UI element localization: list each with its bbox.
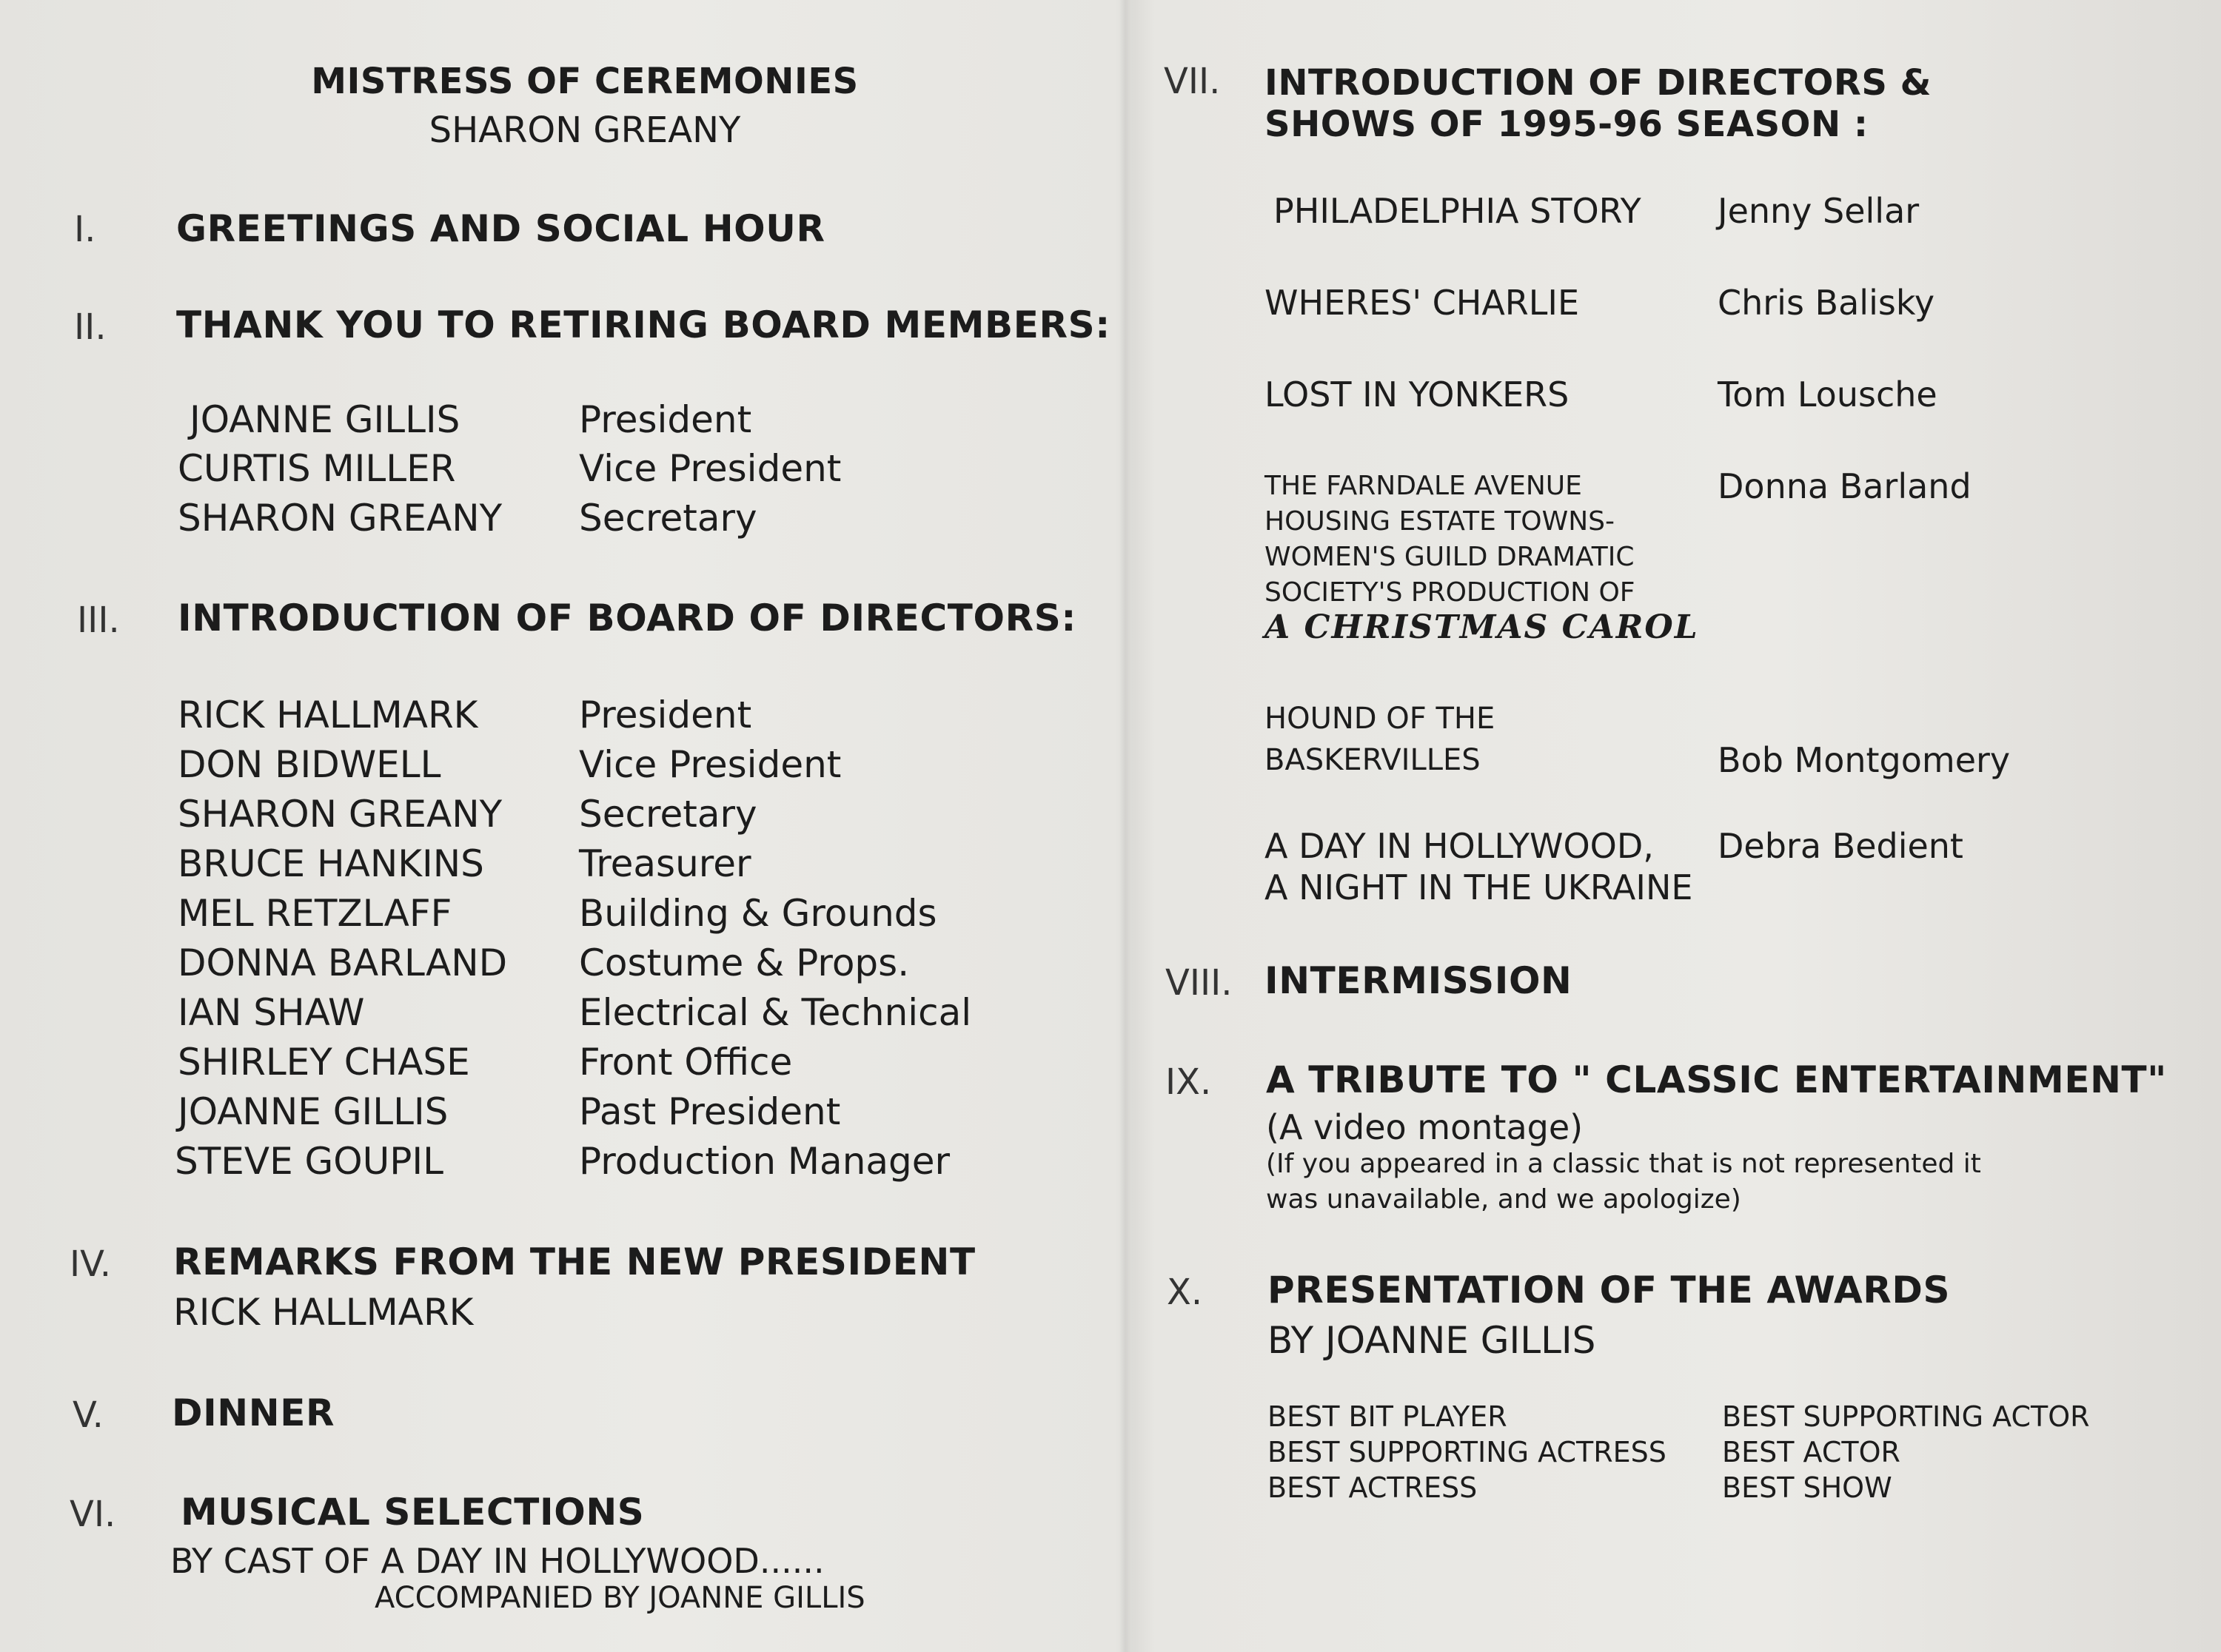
section-subtext: BY CAST OF A DAY IN HOLLYWOOD...... — [170, 1541, 825, 1581]
director-role: Past President — [579, 1090, 841, 1133]
director-name: MEL RETZLAFF — [178, 892, 452, 935]
section-note: was unavailable, and we apologize) — [1266, 1184, 1741, 1215]
section-subtext: BY JOANNE GILLIS — [1267, 1319, 1596, 1362]
section-heading: MUSICAL SELECTIONS — [181, 1491, 645, 1534]
show-director: Donna Barland — [1718, 466, 1972, 506]
section-heading: DINNER — [172, 1391, 335, 1434]
show-title: WHERES' CHARLIE — [1264, 283, 1580, 323]
show-director: Debra Bedient — [1718, 826, 1963, 866]
show-title: LOST IN YONKERS — [1264, 375, 1570, 414]
show-title: WOMEN'S GUILD DRAMATIC — [1264, 542, 1635, 572]
director-role: Costume & Props. — [579, 941, 910, 984]
director-name: DONNA BARLAND — [178, 941, 508, 984]
member-role: Secretary — [579, 497, 757, 540]
section-heading: INTRODUCTION OF BOARD OF DIRECTORS: — [178, 597, 1076, 639]
section-numeral: VII. — [1164, 61, 1221, 102]
director-name: BRUCE HANKINS — [178, 842, 484, 885]
section-heading: A TRIBUTE TO " CLASSIC ENTERTAINMENT" — [1266, 1058, 2167, 1101]
mc-title: MISTRESS OF CEREMONIES — [311, 61, 859, 102]
section-heading: SHOWS OF 1995-96 SEASON : — [1264, 104, 1869, 145]
member-name: JOANNE GILLIS — [190, 398, 460, 441]
section-heading: INTERMISSION — [1264, 959, 1572, 1002]
page-fold — [1119, 0, 1131, 1652]
director-role: Treasurer — [579, 842, 751, 885]
show-title-gothic: A CHRISTMAS CAROL — [1264, 608, 1699, 646]
section-subtext: (A video montage) — [1266, 1107, 1584, 1147]
section-numeral: X. — [1167, 1272, 1203, 1313]
show-title: PHILADELPHIA STORY — [1273, 191, 1641, 231]
director-name: STEVE GOUPIL — [175, 1140, 444, 1183]
show-title: BASKERVILLES — [1264, 743, 1481, 777]
director-role: Production Manager — [579, 1140, 951, 1183]
member-name: SHARON GREANY — [178, 497, 503, 540]
section-subtext: ACCOMPANIED BY JOANNE GILLIS — [375, 1581, 865, 1615]
member-role: Vice President — [579, 447, 842, 490]
section-numeral: II. — [74, 306, 107, 348]
director-name: SHARON GREANY — [178, 793, 503, 836]
section-heading: THANK YOU TO RETIRING BOARD MEMBERS: — [176, 303, 1110, 346]
award-item: BEST ACTRESS — [1267, 1471, 1478, 1504]
director-name: SHIRLEY CHASE — [178, 1041, 470, 1084]
director-role: President — [579, 694, 752, 736]
award-item: BEST SUPPORTING ACTRESS — [1267, 1436, 1666, 1468]
show-title: SOCIETY'S PRODUCTION OF — [1264, 577, 1635, 608]
director-name: JOANNE GILLIS — [178, 1090, 449, 1133]
director-role: Vice President — [579, 743, 842, 786]
director-name: DON BIDWELL — [178, 743, 441, 786]
show-title: A DAY IN HOLLYWOOD, — [1264, 826, 1654, 866]
show-director: Tom Lousche — [1718, 375, 1937, 414]
director-role: Building & Grounds — [579, 892, 937, 935]
member-name: CURTIS MILLER — [178, 447, 456, 490]
show-director: Chris Balisky — [1718, 283, 1935, 323]
show-title: HOUND OF THE — [1264, 702, 1495, 736]
section-numeral: IV. — [70, 1243, 112, 1285]
section-numeral: VIII. — [1165, 962, 1233, 1004]
show-title: THE FARNDALE AVENUE — [1264, 471, 1582, 501]
award-item: BEST BIT PLAYER — [1267, 1400, 1507, 1433]
director-role: Front Office — [579, 1041, 793, 1084]
director-name: IAN SHAW — [178, 991, 365, 1034]
director-role: Secretary — [579, 793, 757, 836]
section-heading: INTRODUCTION OF DIRECTORS & — [1264, 62, 1932, 104]
show-director: Bob Montgomery — [1718, 740, 2011, 780]
award-item: BEST ACTOR — [1722, 1436, 1900, 1468]
section-subtext: RICK HALLMARK — [173, 1291, 474, 1334]
section-note: (If you appeared in a classic that is not represented it — [1266, 1149, 1981, 1179]
section-heading: GREETINGS AND SOCIAL HOUR — [176, 207, 825, 250]
director-name: RICK HALLMARK — [178, 694, 478, 736]
member-role: President — [579, 398, 752, 441]
show-director: Jenny Sellar — [1718, 191, 1920, 231]
section-numeral: III. — [77, 600, 120, 641]
section-numeral: IX. — [1165, 1061, 1212, 1103]
section-numeral: VI. — [70, 1494, 116, 1535]
mc-name: SHARON GREANY — [429, 110, 741, 151]
show-title: HOUSING ESTATE TOWNS- — [1264, 506, 1615, 537]
director-role: Electrical & Technical — [579, 991, 972, 1034]
section-numeral: I. — [74, 209, 96, 250]
section-heading: PRESENTATION OF THE AWARDS — [1267, 1269, 1951, 1312]
award-item: BEST SUPPORTING ACTOR — [1722, 1400, 2090, 1433]
section-numeral: V. — [73, 1394, 104, 1436]
show-title: A NIGHT IN THE UKRAINE — [1264, 867, 1693, 907]
award-item: BEST SHOW — [1722, 1471, 1892, 1504]
section-heading: REMARKS FROM THE NEW PRESIDENT — [173, 1240, 976, 1283]
